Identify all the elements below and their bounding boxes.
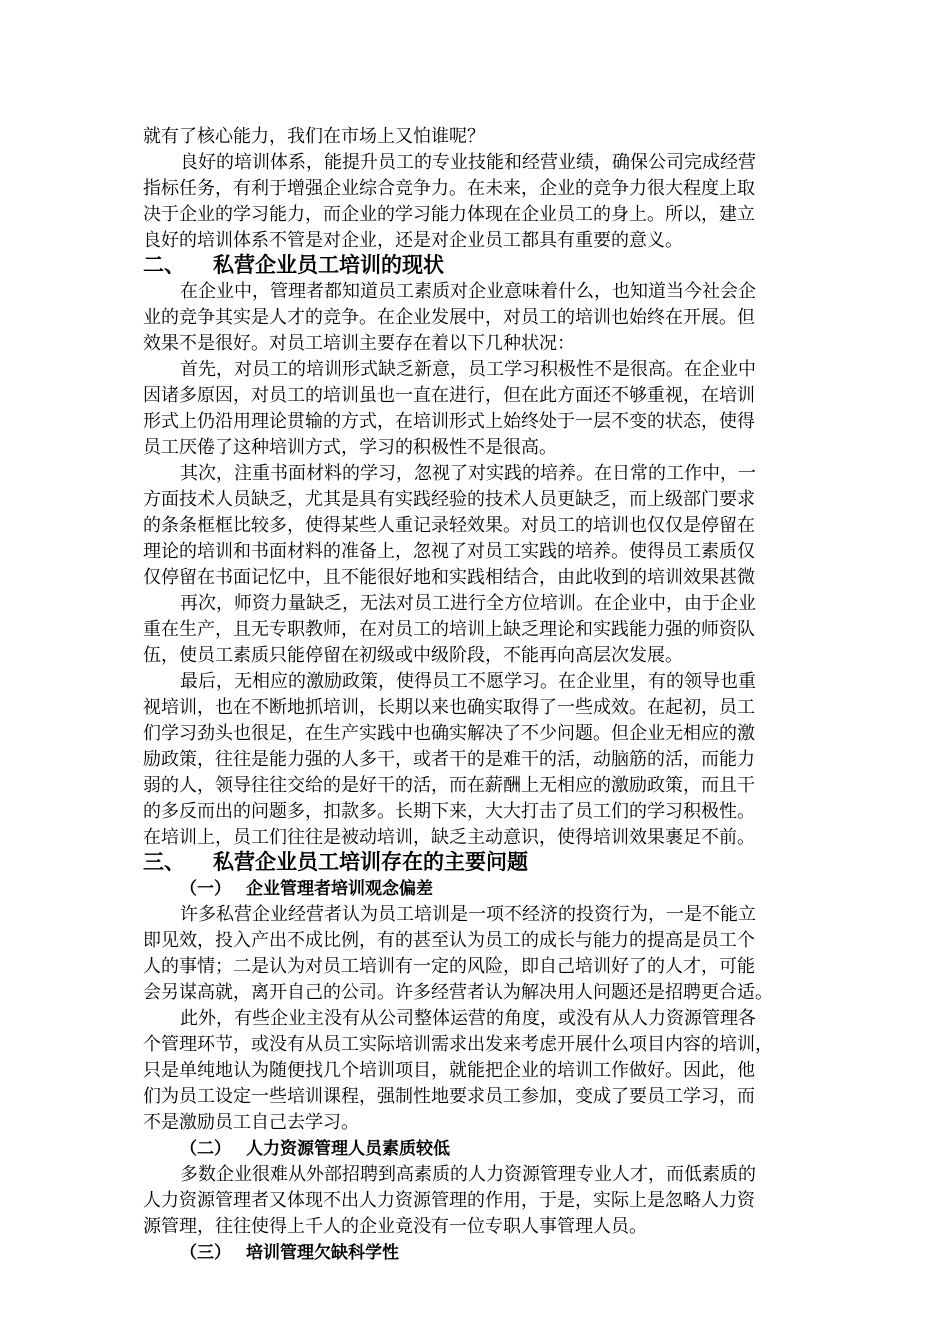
subsection-heading-3 — [180, 1240, 399, 1266]
paragraph-line: 业的竞争其实是人才的竞争。在企业发展中，对员工的培训也始终在开展。但 — [143, 307, 755, 328]
paragraph-line: 重在生产，且无专职教师，在对员工的培训上缺乏理论和实践能力强的师资队 — [143, 619, 755, 640]
paragraph-line: 只是单纯地认为随便找几个培训项目，就能把企业的培训工作做好。因此，他 — [143, 1060, 755, 1081]
paragraph-line: 首先，对员工的培训形式缺乏新意，员工学习积极性不是很高。在企业中 — [180, 359, 756, 380]
paragraph-line: 们为员工设定一些培训课程，强制性地要求员工参加，变成了要员工学习，而 — [143, 1086, 755, 1107]
paragraph-line: 人的事情；二是认为对员工培训有一定的风险，即自己培训好了的人才，可能 — [143, 956, 755, 977]
paragraph-line: 指标任务，有利于增强企业综合竞争力。在未来，企业的竞争力很大程度上取 — [143, 178, 755, 199]
subsection-number: （二） — [180, 1139, 231, 1159]
paragraph-line: 就有了核心能力，我们在市场上又怕谁呢？ — [143, 126, 485, 147]
subsection-number: （一） — [180, 879, 231, 899]
section-title: 私营企业员工培训存在的主要问题 — [213, 850, 528, 874]
section-heading-2 — [143, 251, 444, 279]
paragraph-line: 在培训上，员工们往往是被动培训，缺乏主动意识，使得培训效果裹足不前。 — [143, 827, 755, 848]
paragraph-line: 此外，有些企业主没有从公司整体运营的角度，或没有从人力资源管理各 — [180, 1008, 756, 1029]
section-title: 私营企业员工培训的现状 — [213, 253, 444, 277]
section-number: 二、 — [143, 253, 185, 277]
paragraph-line: 其次，注重书面材料的学习，忽视了对实践的培养。在日常的工作中，一 — [180, 463, 756, 484]
paragraph-line: 最后，无相应的激励政策，使得员工不愿学习。在企业里，有的领导也重 — [180, 671, 756, 692]
subsection-number: （三） — [180, 1243, 231, 1263]
paragraph-line: 再次，师资力量缺乏，无法对员工进行全方位培训。在企业中，由于企业 — [180, 593, 756, 614]
paragraph-line: 良好的培训体系不管是对企业，还是对企业员工都具有重要的意义。 — [143, 230, 683, 251]
paragraph-line: 仅停留在书面记忆中，且不能很好地和实践相结合，由此收到的培训效果甚微 — [143, 567, 755, 588]
paragraph-line: 在企业中，管理者都知道员工素质对企业意味着什么，也知道当今社会企 — [180, 281, 756, 302]
paragraph-line: 不是激励员工自己去学习。 — [143, 1112, 359, 1133]
subsection-heading-2 — [180, 1136, 450, 1162]
paragraph-line: 员工厌倦了这种培训方式，学习的积极性不是很高。 — [143, 437, 557, 458]
paragraph-line: 源管理，往往使得上千人的企业竟没有一位专职人事管理人员。 — [143, 1216, 647, 1237]
paragraph-line: 即见效，投入产出不成比例，有的甚至认为员工的成长与能力的提高是员工个 — [143, 930, 755, 951]
paragraph-line: 方面技术人员缺乏，尤其是具有实践经验的技术人员更缺乏，而上级部门要求 — [143, 489, 755, 510]
section-heading-3 — [143, 848, 528, 876]
paragraph-line: 弱的人，领导往往交给的是好干的活，而在薪酬上无相应的激励政策，而且干 — [143, 775, 755, 796]
paragraph-line: 因诸多原因，对员工的培训虽也一直在进行，但在此方面还不够重视，在培训 — [143, 385, 755, 406]
paragraph-line: 们学习劲头也很足，在生产实践中也确实解决了不少问题。但企业无相应的激 — [143, 723, 755, 744]
paragraph-line: 良好的培训体系，能提升员工的专业技能和经营业绩，确保公司完成经营 — [180, 152, 756, 173]
paragraph-line: 决于企业的学习能力，而企业的学习能力体现在企业员工的身上。所以，建立 — [143, 204, 755, 225]
paragraph-line: 的多反而出的问题多，扣款多。长期下来，大大打击了员工们的学习积极性。 — [143, 801, 755, 822]
subsection-title: 培训管理欠缺科学性 — [246, 1243, 399, 1263]
paragraph-line: 理论的培训和书面材料的准备上，忽视了对员工实践的培养。使得员工素质仅 — [143, 541, 755, 562]
subsection-title: 企业管理者培训观念偏差 — [246, 879, 433, 899]
paragraph-line: 的条条框框比较多，使得某些人重记录轻效果。对员工的培训也仅仅是停留在 — [143, 515, 755, 536]
paragraph-line: 个管理环节，或没有从员工实际培训需求出发来考虑开展什么项目内容的培训， — [143, 1034, 773, 1055]
paragraph-line: 人力资源管理者又体现不出人力资源管理的作用，于是，实际上是忽略人力资 — [143, 1190, 755, 1211]
paragraph-line: 效果不是很好。对员工培训主要存在着以下几种状况： — [143, 333, 575, 354]
subsection-heading-1 — [180, 876, 433, 902]
paragraph-line: 会另谋高就，离开自己的公司。许多经营者认为解决用人问题还是招聘更合适。 — [143, 982, 773, 1003]
paragraph-line: 形式上仍沿用理论贯输的方式，在培训形式上始终处于一层不变的状态，使得 — [143, 411, 755, 432]
paragraph-line: 许多私营企业经营者认为员工培训是一项不经济的投资行为，一是不能立 — [180, 904, 756, 925]
subsection-title: 人力资源管理人员素质较低 — [246, 1139, 450, 1159]
section-number: 三、 — [143, 850, 185, 874]
paragraph-line: 伍，使员工素质只能停留在初级或中级阶段，不能再向高层次发展。 — [143, 645, 683, 666]
paragraph-line: 视培训，也在不断地抓培训，长期以来也确实取得了一些成效。在起初，员工 — [143, 697, 755, 718]
paragraph-line: 励政策，往往是能力强的人多干，或者干的是难干的活，动脑筋的活，而能力 — [143, 749, 755, 770]
paragraph-line: 多数企业很难从外部招聘到高素质的人力资源管理专业人才，而低素质的 — [180, 1164, 756, 1185]
